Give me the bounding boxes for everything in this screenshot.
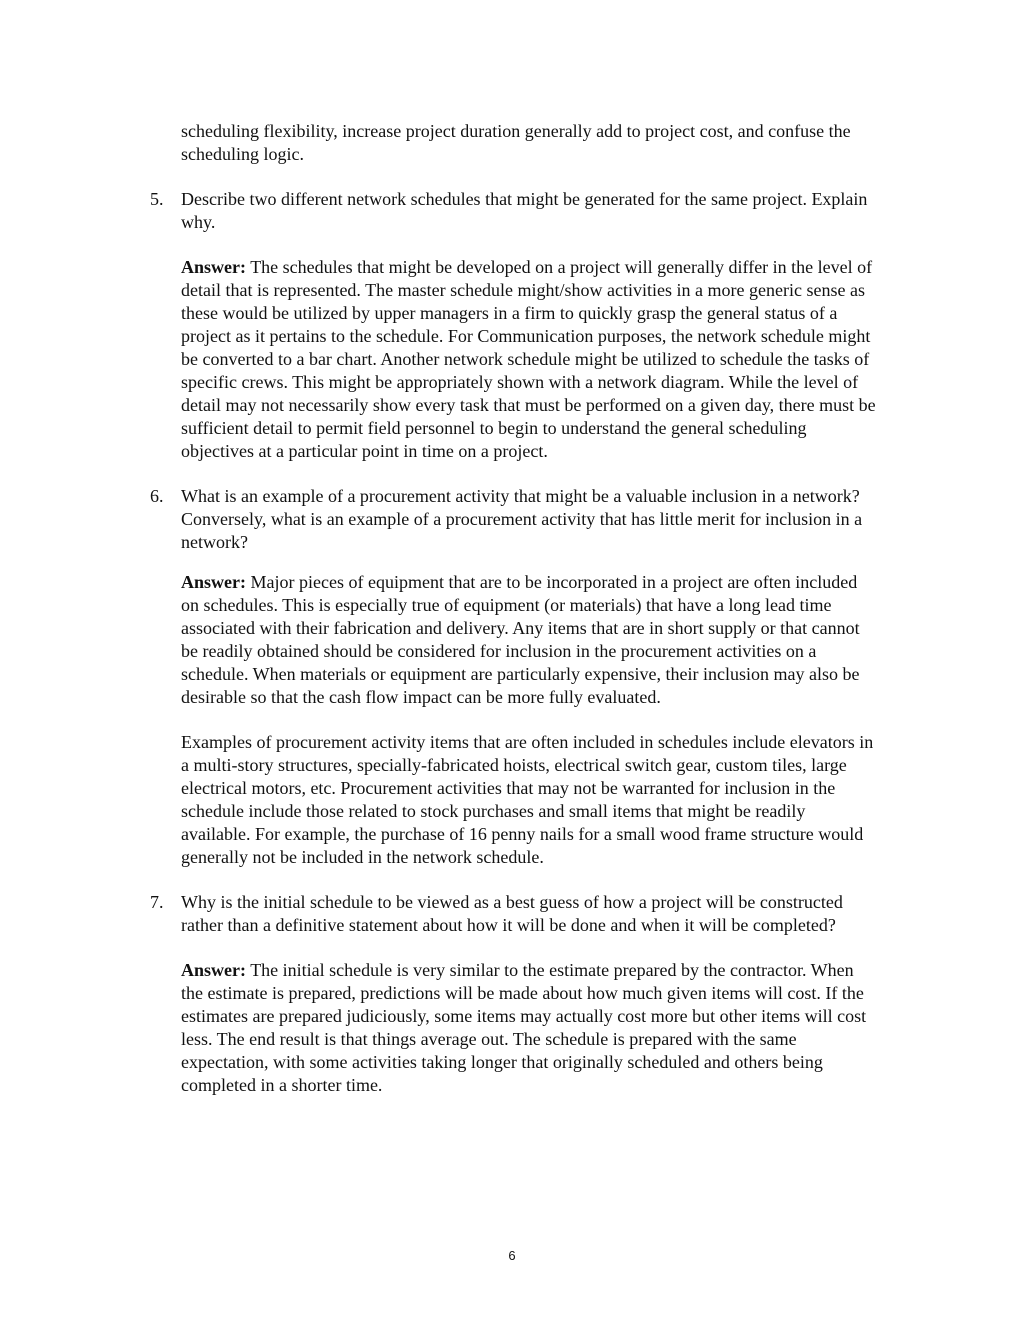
answer-text: Major pieces of equipment that are to be incorporated in a project are often included on schedules. This is especially true of equipment (or materials) that have a long lead time associated with their fabrication and delivery. Any items that are in short supply or that cannot be readily obtained should be considered for inclusion in the procurement activities on a schedule. When materials or equipment are particularly expensive, their inclusion may also be desirable so that the cash flow impact can be more fully evaluated. — [181, 572, 860, 707]
answer-6-extra: Examples of procurement activity items that are often included in schedules include elevators in a multi-story structures, specially-fabricated hoists, electrical switch gear, custom tiles, large electrical motors, etc. Procurement activities that may not be warranted for inclusion in the schedule include those related to stock purchases and small items that might be readily available. For example, the purchase of 16 penny nails for a small wood frame structure would generally not be included in the network schedule. — [181, 732, 874, 867]
answer-text: The initial schedule is very similar to the estimate prepared by the contractor. When the estimate is prepared, predictions will be made about how much given items will cost. If the estimates are prepared judiciously, some items may actually cost more but other items will cost less. The end result is that things average out. The schedule is prepared with the same expectation, with some activities taking longer that originally scheduled and others being completed in a shorter time. — [181, 960, 867, 1095]
question-text: Describe two different network schedules that might be generated for the same project. Explain why. — [181, 189, 868, 232]
answer-7 — [181, 959, 876, 1097]
question-number: 6. — [150, 486, 164, 506]
answer-5 — [181, 256, 876, 463]
question-6 — [150, 485, 876, 554]
page-number: 6 — [508, 1248, 516, 1263]
question-5 — [150, 188, 876, 234]
answer-label: Answer: — [181, 257, 246, 277]
answer-label: Answer: — [181, 960, 246, 980]
question-text: Why is the initial schedule to be viewed as a best guess of how a project will be constructed rather than a definitive statement about how it will be done and when it will be completed? — [181, 892, 843, 935]
answer-6 — [181, 571, 876, 709]
answer-label: Answer: — [181, 572, 246, 592]
continuation-paragraph: scheduling flexibility, increase project duration generally add to project cost, and confuse the scheduling logic. — [181, 121, 851, 164]
question-number: 5. — [150, 189, 164, 209]
question-number: 7. — [150, 892, 164, 912]
page-content — [150, 120, 876, 1119]
question-text: What is an example of a procurement activity that might be a valuable inclusion in a network? Conversely, what is an example of a procurement activity that has little merit for inclusion in a network? — [181, 486, 863, 552]
question-7 — [150, 891, 876, 937]
answer-text: The schedules that might be developed on a project will generally differ in the level of detail that is represented. The master schedule might/show activities in a more generic sense as these would be utilized by upper managers in a firm to quickly grasp the general status of a project as it pertains to the schedule. For Communication purposes, the network schedule might be converted to a bar chart. Another network schedule might be utilized to schedule the tasks of specific crews. This might be appropriately shown with a network diagram. While the level of detail may not necessarily show every task that must be performed on a given day, there must be sufficient detail to permit field personnel to begin to understand the general scheduling objectives at a particular point in time on a project. — [181, 257, 876, 461]
